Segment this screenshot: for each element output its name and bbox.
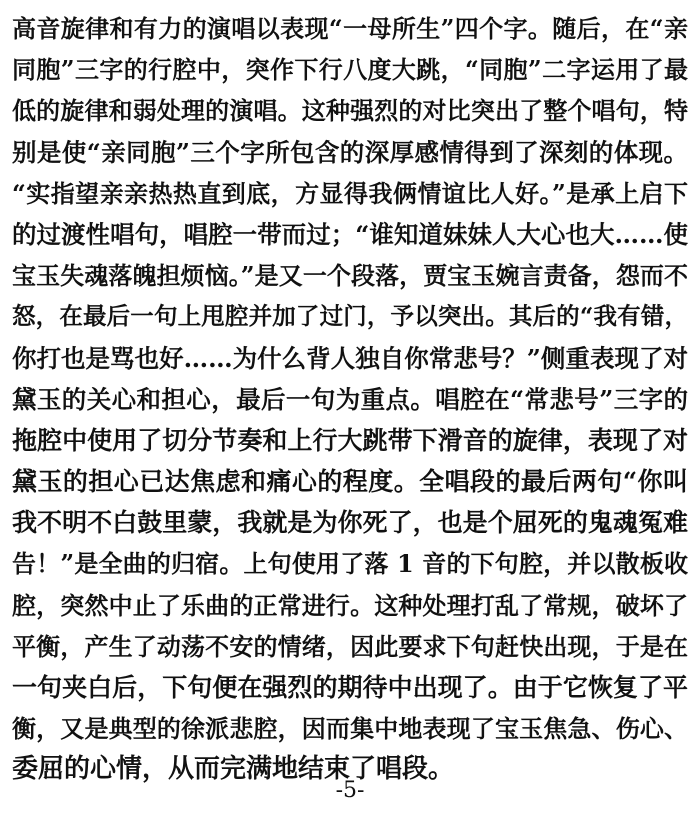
text-line: 怒，在最后一句上甩腔并加了过门，予以突出。其后的“我有错， — [12, 302, 688, 331]
text-line: 一句夹白后，下句便在强烈的期待中出现了。由于它恢复了平 — [12, 673, 688, 702]
text-line: 委屈的心情，从而完满地结束了唱段。 — [12, 754, 455, 785]
text-line: 的过渡性唱句，唱腔一带而过；“谁知道妹妹人大心也大……使 — [12, 219, 688, 249]
text-line: 宝玉失魂落魄担烦恼。”是又一个段落，贾宝玉婉言责备，怨而不 — [12, 261, 688, 291]
text-line: 拖腔中使用了切分节奏和上行大跳带下滑音的旋律，表现了对 — [12, 425, 688, 455]
text-line: 告！”是全曲的归宿。上句使用了落 1 音的下句腔，并以散板收 — [12, 549, 688, 579]
page-number: -5- — [335, 778, 365, 803]
body-text — [12, 8, 688, 791]
text-line: 同胞”三字的行腔中，突作下行八度大跳，“同胞”二字运用了最 — [12, 55, 688, 85]
text-line: 腔，突然中止了乐曲的正常进行。这种处理打乱了常规，破坏了 — [12, 590, 688, 620]
text-line: 黛玉的担心已达焦虑和痛心的程度。全唱段的最后两句“你叫 — [12, 467, 688, 497]
text-line: 高音旋律和有力的演唱以表现“一母所生”四个字。随后，在“亲 — [12, 14, 688, 43]
text-line: 衡，又是典型的徐派悲腔，因而集中地表现了宝玉焦急、伤心、 — [12, 714, 688, 744]
text-line: 别是使“亲同胞”三个字所包含的深厚感情得到了深刻的体现。 — [12, 137, 688, 167]
text-line: “实指望亲亲热热直到底，方显得我俩情谊比人好。”是承上启下 — [12, 178, 688, 208]
text-line: 平衡，产生了动荡不安的情绪，因此要求下句赶快出现，于是在 — [12, 631, 688, 661]
text-line: 低的旋律和弱处理的演唱。这种强烈的对比突出了整个唱句，特 — [12, 96, 688, 126]
text-line: 黛玉的关心和担心，最后一句为重点。唱腔在“常悲号”三字的 — [12, 384, 688, 414]
text-line: 你打也是骂也好……为什么背人独自你常悲号？”侧重表现了对 — [12, 343, 688, 373]
text-line: 我不明不白鼓里蒙，我就是为你死了，也是个屈死的鬼魂冤难 — [12, 508, 688, 538]
